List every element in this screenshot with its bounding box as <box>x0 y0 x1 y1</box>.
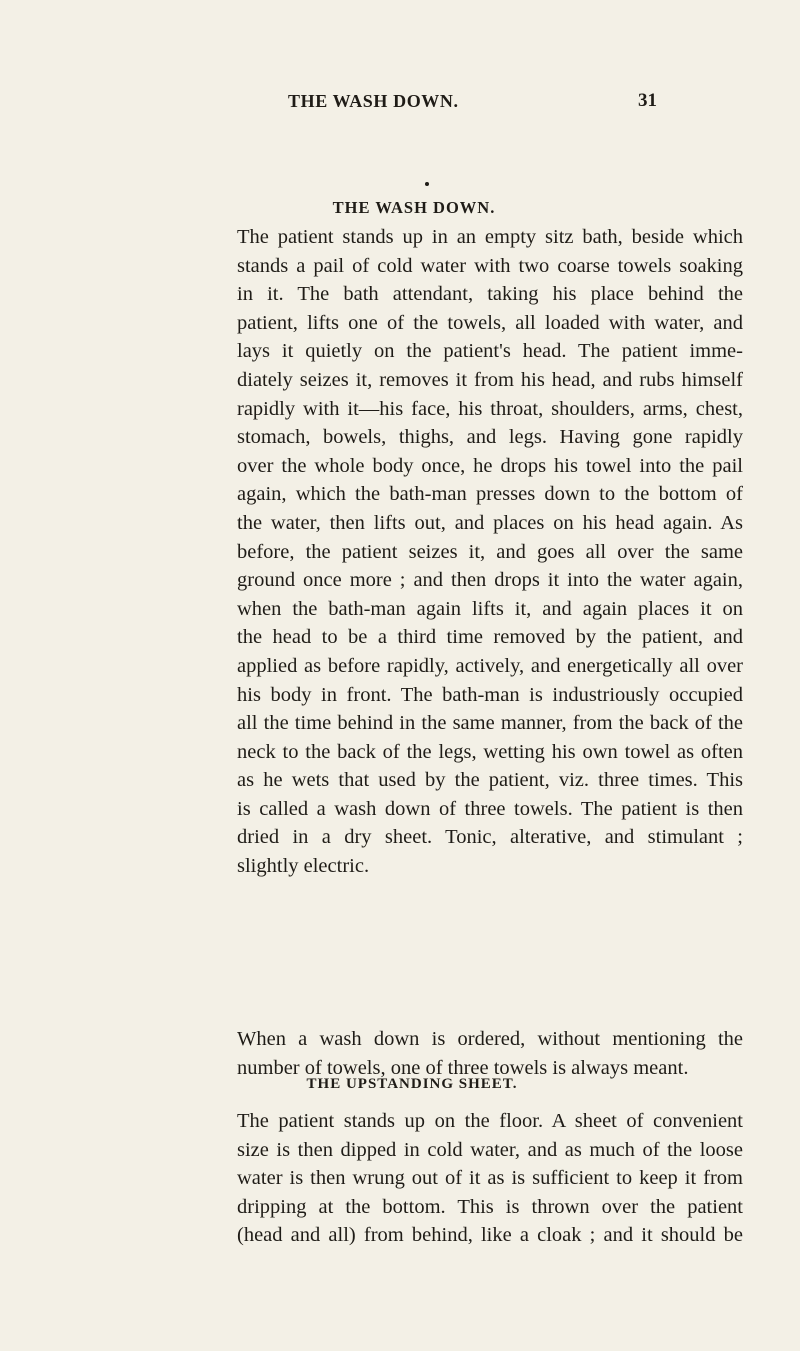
text-line: number of towels, one of three towels is always meant. <box>237 1056 689 1079</box>
text-line: over the whole body once, he drops his towel into the pail <box>237 454 743 477</box>
text-line: applied as before rapidly, actively, and energetically all over <box>237 654 743 677</box>
text-line: diately seizes it, removes it from his head, and rubs himself <box>237 368 743 391</box>
text-line: ground once more ; and then drops it into the water again, <box>237 569 743 592</box>
text-line: dried in a dry sheet. Tonic, alterative, and stimulant ; <box>237 826 743 849</box>
text-line: size is then dipped in cold water, and as much of the loose <box>237 1138 743 1161</box>
text-line: lays it quietly on the patient's head. The patient imme- <box>237 340 743 363</box>
text-line: rapidly with it—his face, his throat, shoulders, arms, chest, <box>237 397 743 420</box>
text-line: before, the patient seizes it, and goes all over the same <box>237 540 743 563</box>
text-line: his body in front. The bath-man is industriously occupied <box>237 683 743 706</box>
text-line: water is then wrung out of it as is sufficient to keep it from <box>237 1167 743 1190</box>
paragraph-wash-down <box>237 223 743 881</box>
text-line: all the time behind in the same manner, from the back of the <box>237 712 743 735</box>
section-heading-wash-down: THE WASH DOWN. <box>332 198 496 217</box>
text-line: stands a pail of cold water with two coarse towels soaking <box>237 254 743 277</box>
text-line: slightly electric. <box>237 855 370 878</box>
section-heading-upstanding-sheet: THE UPSTANDING SHEET. <box>306 1076 518 1092</box>
text-line: the head to be a third time removed by the patient, and <box>237 626 743 649</box>
text-line: (head and all) from behind, like a cloak ; and it should be <box>237 1224 743 1247</box>
text-line: is called a wash down of three towels. The patient is then <box>237 797 743 820</box>
running-title: THE WASH DOWN. <box>288 91 459 111</box>
text-line: When a wash down is ordered, without mentioning the <box>237 1028 743 1050</box>
paragraph-wash-down-note <box>237 1025 743 1082</box>
ink-dot <box>425 182 429 186</box>
text-line: The patient stands up in an empty sitz bath, beside which <box>237 226 743 248</box>
text-line: when the bath-man again lifts it, and again places it on <box>237 597 743 620</box>
text-line: the water, then lifts out, and places on his head again. As <box>237 511 743 534</box>
text-line: dripping at the bottom. This is thrown over the patient <box>237 1195 743 1218</box>
page-number: 31 <box>638 90 657 111</box>
paragraph-upstanding-sheet <box>237 1107 743 1250</box>
text-line: stomach, bowels, thighs, and legs. Having gone rapidly <box>237 426 743 449</box>
text-line: neck to the back of the legs, wetting his own towel as often <box>237 740 743 763</box>
text-line: in it. The bath attendant, taking his place behind the <box>237 283 743 306</box>
text-line: patient, lifts one of the towels, all loaded with water, and <box>237 311 743 334</box>
running-head <box>0 91 800 113</box>
text-line: again, which the bath-man presses down to the bottom of <box>237 483 743 506</box>
text-line: as he wets that used by the patient, viz. three times. This <box>237 769 743 792</box>
text-line: The patient stands up on the floor. A sheet of convenient <box>237 1110 743 1132</box>
